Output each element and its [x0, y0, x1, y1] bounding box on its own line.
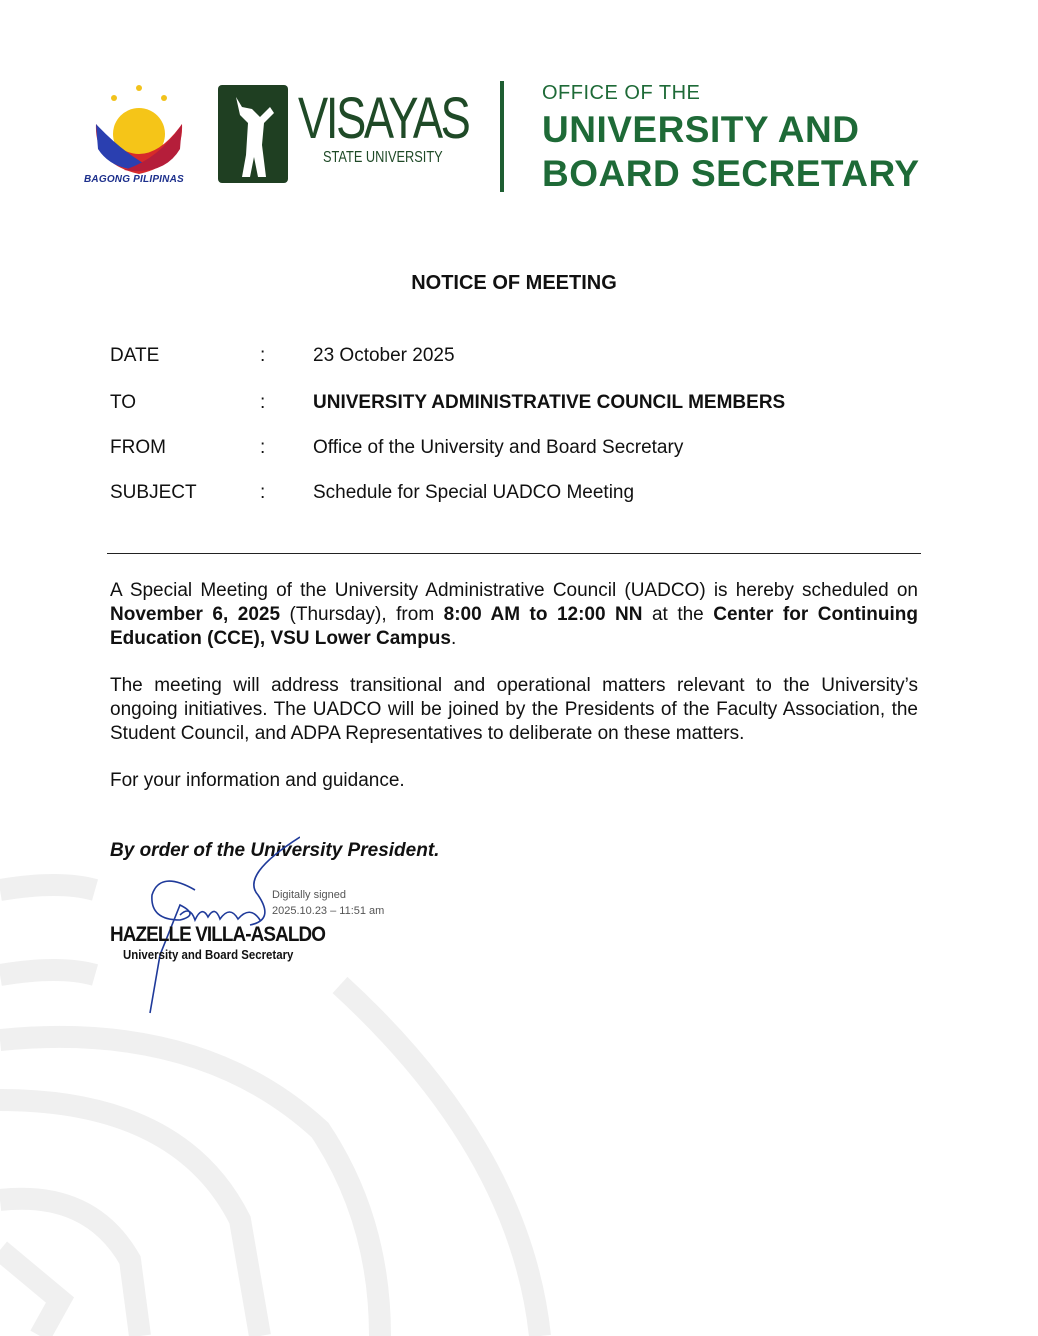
office-name — [542, 108, 920, 196]
field-colon: : — [260, 437, 266, 458]
field-label: SUBJECT — [110, 482, 197, 503]
field-colon: : — [260, 345, 266, 366]
vsu-logo-subtitle: STATE UNIVERSITY — [323, 149, 443, 166]
signatory-name: HAZELLE VILLA-ASALDO — [110, 923, 326, 946]
text: at the — [642, 604, 714, 625]
digital-signature-timestamp: 2025.10.23 – 11:51 am — [272, 905, 385, 917]
office-name-line2: BOARD SECRETARY — [542, 153, 920, 194]
text: (Thursday), from — [280, 604, 444, 625]
field-colon: : — [260, 482, 266, 503]
divider-line — [107, 553, 921, 554]
order-line: By order of the University President. — [110, 840, 440, 861]
field-label: TO — [110, 392, 137, 413]
office-name-line1: UNIVERSITY AND — [542, 109, 860, 150]
paragraph-agenda: The meeting will address transitional and operational matters relevant to the University’s ongoing initiatives. The UADCO will be joined by the Presidents of the Faculty Association, the Student Council, and ADPA Representatives to deliberate on these matters. — [110, 675, 918, 744]
bagong-pilipinas-seal — [84, 84, 194, 186]
office-label: OFFICE OF THE — [542, 82, 701, 104]
field-value: 23 October 2025 — [313, 345, 455, 366]
field-value: Schedule for Special UADCO Meeting — [313, 482, 635, 503]
meeting-time: 8:00 AM to 12:00 NN — [443, 604, 643, 625]
header-divider — [500, 81, 504, 192]
text: A Special Meeting of the University Administrative Council (UADCO) is hereby scheduled on — [110, 580, 918, 601]
field-value: UNIVERSITY ADMINISTRATIVE COUNCIL MEMBERS — [313, 392, 786, 413]
meeting-venue: Center for Continuing Education (CCE), VSU Lower Campus — [110, 604, 918, 649]
document-title: NOTICE OF MEETING — [411, 272, 617, 294]
paragraph-closing: For your information and guidance. — [110, 770, 405, 791]
meeting-date: November 6, 2025 — [110, 604, 281, 625]
digital-signature-label: Digitally signed — [272, 889, 346, 901]
seal-caption: BAGONG PILIPINAS — [84, 174, 184, 185]
field-label: DATE — [110, 345, 160, 366]
field-label: FROM — [110, 437, 166, 458]
signatory-position: University and Board Secretary — [123, 947, 294, 962]
vsu-logo-emblem — [218, 85, 288, 183]
paragraph-schedule — [110, 579, 918, 651]
field-value: Office of the University and Board Secretary — [313, 437, 684, 458]
vsu-logo-wordmark: VISAYAS — [298, 86, 469, 151]
text: . — [450, 628, 457, 649]
field-colon: : — [260, 392, 266, 413]
digital-signature-stamp — [272, 887, 384, 919]
